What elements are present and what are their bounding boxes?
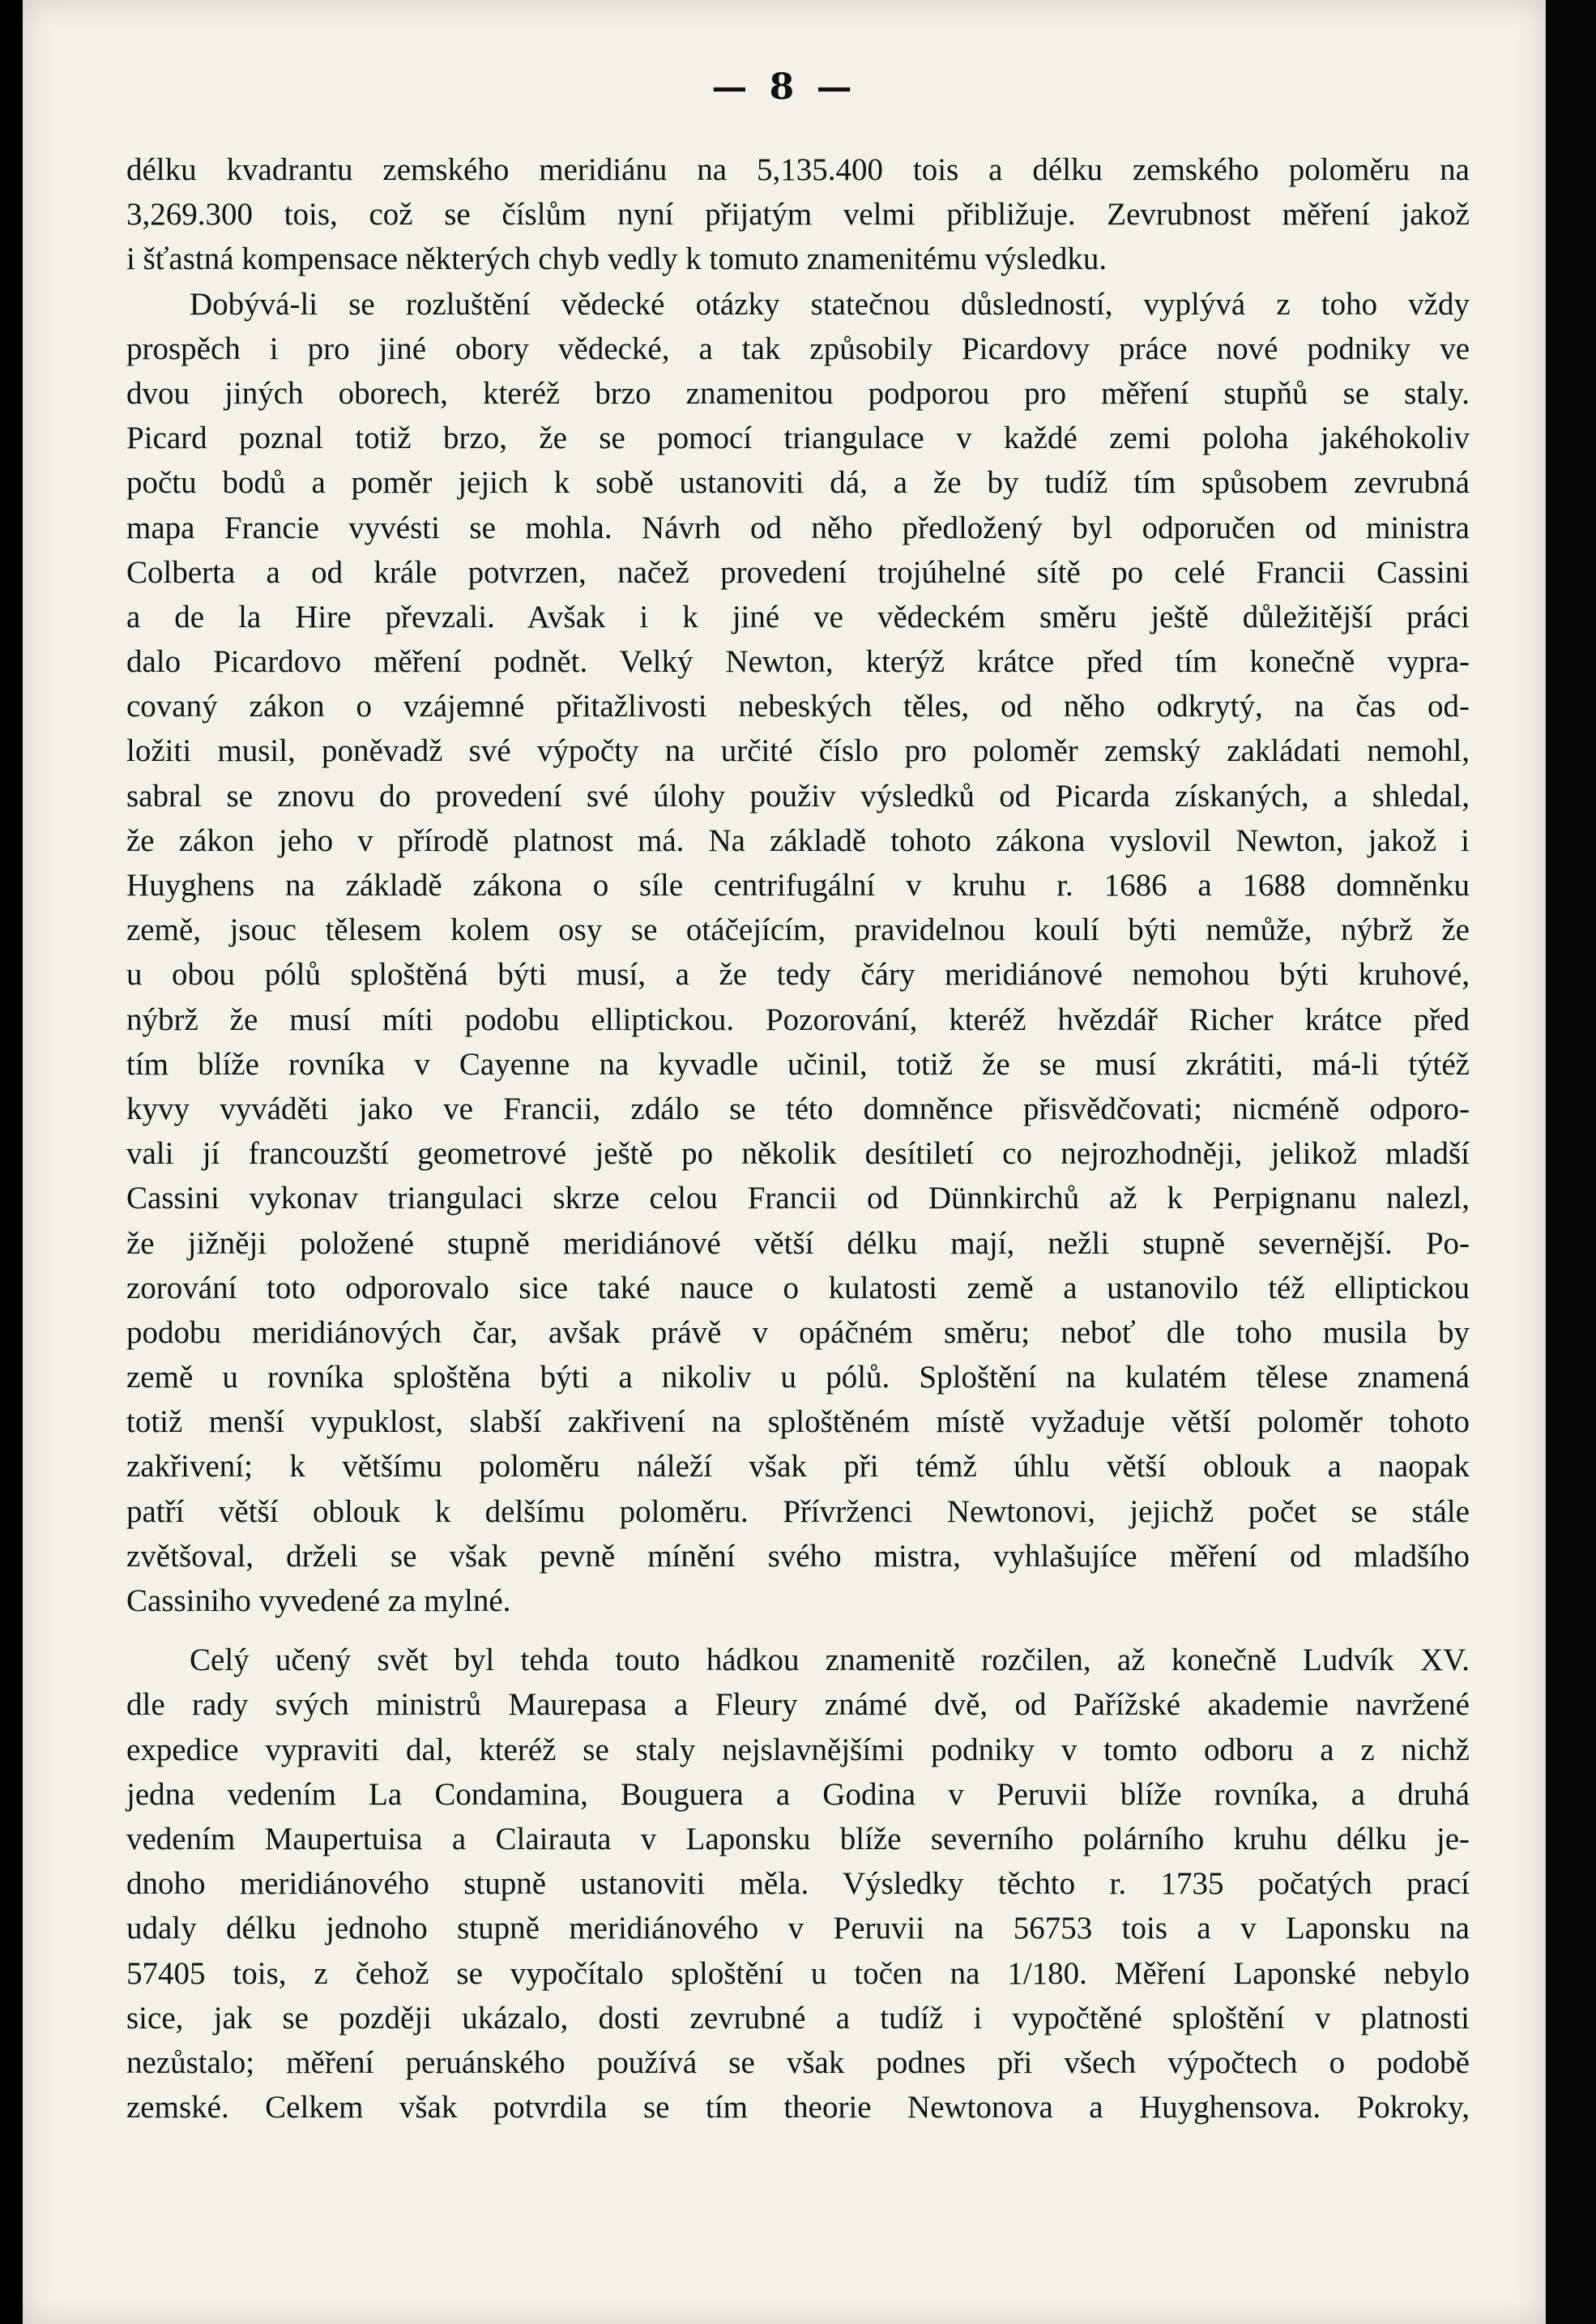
text-line: i šťastná kompensace některých chyb vedly k tomuto znamenitému výsledku. — [126, 241, 1107, 277]
body-text — [126, 147, 1470, 2130]
scan-border — [1546, 0, 1596, 2324]
page-number: — 8 — — [711, 66, 857, 108]
text-line: Colberta a od krále potvrzen, načež provedení trojúhelné sítě po celé Francii Cassini — [126, 554, 1470, 590]
text-line: délku kvadrantu zemského meridiánu na 5,135.400 tois a délku zemského poloměru na — [126, 152, 1470, 187]
text-line: Celý učený svět byl tehda touto hádkou znamenitě rozčilen, až konečně Ludvík XV. — [190, 1643, 1470, 1678]
document-page — [23, 0, 1546, 2324]
text-line: covaný zákon o vzájemné přitažlivosti nebeských těles, od něho odkrytý, na čas od- — [126, 689, 1470, 724]
text-line: počtu bodů a poměr jejich k sobě ustanoviti dá, a že by tudíž tím spůsobem zevrubná — [126, 465, 1470, 501]
paragraph — [126, 147, 1470, 282]
text-line: ložiti musil, poněvadž své výpočty na určité číslo pro poloměr zemský zakládati nemohl, — [126, 733, 1470, 769]
paragraph — [126, 1638, 1470, 2130]
text-line: zorování toto odporovalo sice také nauce o kulatosti země a ustanovilo též elliptickou — [126, 1270, 1470, 1305]
text-line: prospěch i pro jiné obory vědecké, a tak způsobily Picardovy práce nové podniky ve — [126, 331, 1470, 366]
text-line: dalo Picardovo měření podnět. Velký Newton, kterýž krátce před tím konečně vypra- — [126, 644, 1470, 680]
text-line: expedice vypraviti dal, kteréž se staly nejslavnějšími podniky v tomto odboru a z nichž — [126, 1732, 1470, 1767]
text-line: země u rovníka sploštěna býti a nikoliv u pólů. Sploštění na kulatém tělese znamená — [126, 1360, 1470, 1395]
text-line: nýbrž že musí míti podobu elliptickou. Pozorování, kteréž hvězdář Richer krátce před — [126, 1002, 1470, 1037]
text-line: země, jsouc tělesem kolem osy se otáčejícím, pravidelnou koulí býti nemůže, nýbrž že — [126, 912, 1470, 948]
paragraph — [126, 282, 1470, 1624]
text-line: mapa Francie vyvésti se mohla. Návrh od něho předložený byl odporučen od ministra — [126, 510, 1470, 545]
text-line: 57405 tois, z čehož se vypočítalo sploštění u točen na 1/180. Měření Laponské nebylo — [126, 1955, 1470, 1991]
text-line: tím blíže rovníka v Cayenne na kyvadle učinil, totiž že se musí zkrátiti, má-li týtéž — [126, 1046, 1470, 1082]
text-line: Dobývá-li se rozluštění vědecké otázky statečnou důsledností, vyplývá z toho vždy — [190, 286, 1470, 322]
text-line: Cassini vykonav triangulaci skrze celou Francii od Dünnkirchů až k Perpignanu nalezl, — [126, 1181, 1470, 1216]
text-line: zvětšoval, drželi se však pevně mínění svého mistra, vyhlašujíce měření od mladšího — [126, 1538, 1470, 1574]
text-line: dle rady svých ministrů Maurepasa a Fleury známé dvě, od Pařížské akademie navržené — [126, 1687, 1470, 1723]
text-line: zemské. Celkem však potvrdila se tím theorie Newtonova a Huyghensova. Pokroky, — [126, 2090, 1470, 2125]
text-line: dvou jiných oborech, kteréž brzo znamenitou podporou pro měření stupňů se staly. — [126, 375, 1470, 411]
text-line: Huyghens na základě zákona o síle centrifugální v kruhu r. 1686 a 1688 domněnku — [126, 868, 1470, 903]
text-line: dnoho meridiánového stupně ustanoviti měla. Výsledky těchto r. 1735 počatých prací — [126, 1866, 1470, 1902]
text-line: sice, jak se později ukázalo, dosti zevrubné a tudíž i vypočtěné sploštění v platnosti — [126, 2000, 1470, 2036]
text-line: a de la Hire převzali. Avšak i k jiné ve vědeckém směru ještě důležitější práci — [126, 599, 1470, 634]
text-line: Picard poznal totiž brzo, že se pomocí triangulace v každé zemi poloha jakéhokoliv — [126, 421, 1470, 456]
text-line: 3,269.300 tois, což se číslům nyní přijatým velmi přibližuje. Zevrubnost měření jakož — [126, 197, 1470, 233]
text-line: Cassiniho vyvedené za mylné. — [126, 1583, 511, 1618]
text-line: vali jí francouzští geometrové ještě po několik desítiletí co nejrozhodněji, jelikož mladší — [126, 1136, 1470, 1172]
text-line: patří větší oblouk k delšímu poloměru. Přívrženci Newtonovi, jejichž počet se stále — [126, 1493, 1470, 1529]
text-line: u obou pólů sploštěná býti musí, a že tedy čáry meridiánové nemohou býti kruhové, — [126, 957, 1470, 993]
text-line: že jižněji položené stupně meridiánové větší délku mají, nežli stupně severnější. Po- — [126, 1225, 1470, 1261]
text-line: nezůstalo; měření peruánského používá se však podnes při všech výpočtech o podobě — [126, 2044, 1470, 2080]
text-line: že zákon jeho v přírodě platnost má. Na základě tohoto zákona vyslovil Newton, jakož i — [126, 822, 1470, 858]
paragraph-gap — [126, 1623, 1470, 1638]
text-line: kyvy vyváděti jako ve Francii, zdálo se této domněnce přisvědčovati; nicméně odporo- — [126, 1091, 1470, 1126]
text-line: vedením Maupertuisa a Clairauta v Laponsku blíže severního polárního kruhu délku je- — [126, 1821, 1470, 1856]
text-line: sabral se znovu do provedení své úlohy použiv výsledků od Picarda získaných, a shledal, — [126, 778, 1470, 814]
text-line: podobu meridiánových čar, avšak právě v opáčném směru; neboť dle toho musila by — [126, 1314, 1470, 1350]
text-line: udaly délku jednoho stupně meridiánového v Peruvii na 56753 tois a v Laponsku na — [126, 1911, 1470, 1946]
text-line: totiž menší vypuklost, slabší zakřivení na sploštěném místě vyžaduje větší poloměr tohoto — [126, 1404, 1470, 1440]
text-line: jedna vedením La Condamina, Bouguera a Godina v Peruvii blíže rovníka, a druhá — [126, 1776, 1470, 1812]
text-line: zakřivení; k většímu poloměru náleží však při témž úhlu větší oblouk a naopak — [126, 1449, 1470, 1485]
